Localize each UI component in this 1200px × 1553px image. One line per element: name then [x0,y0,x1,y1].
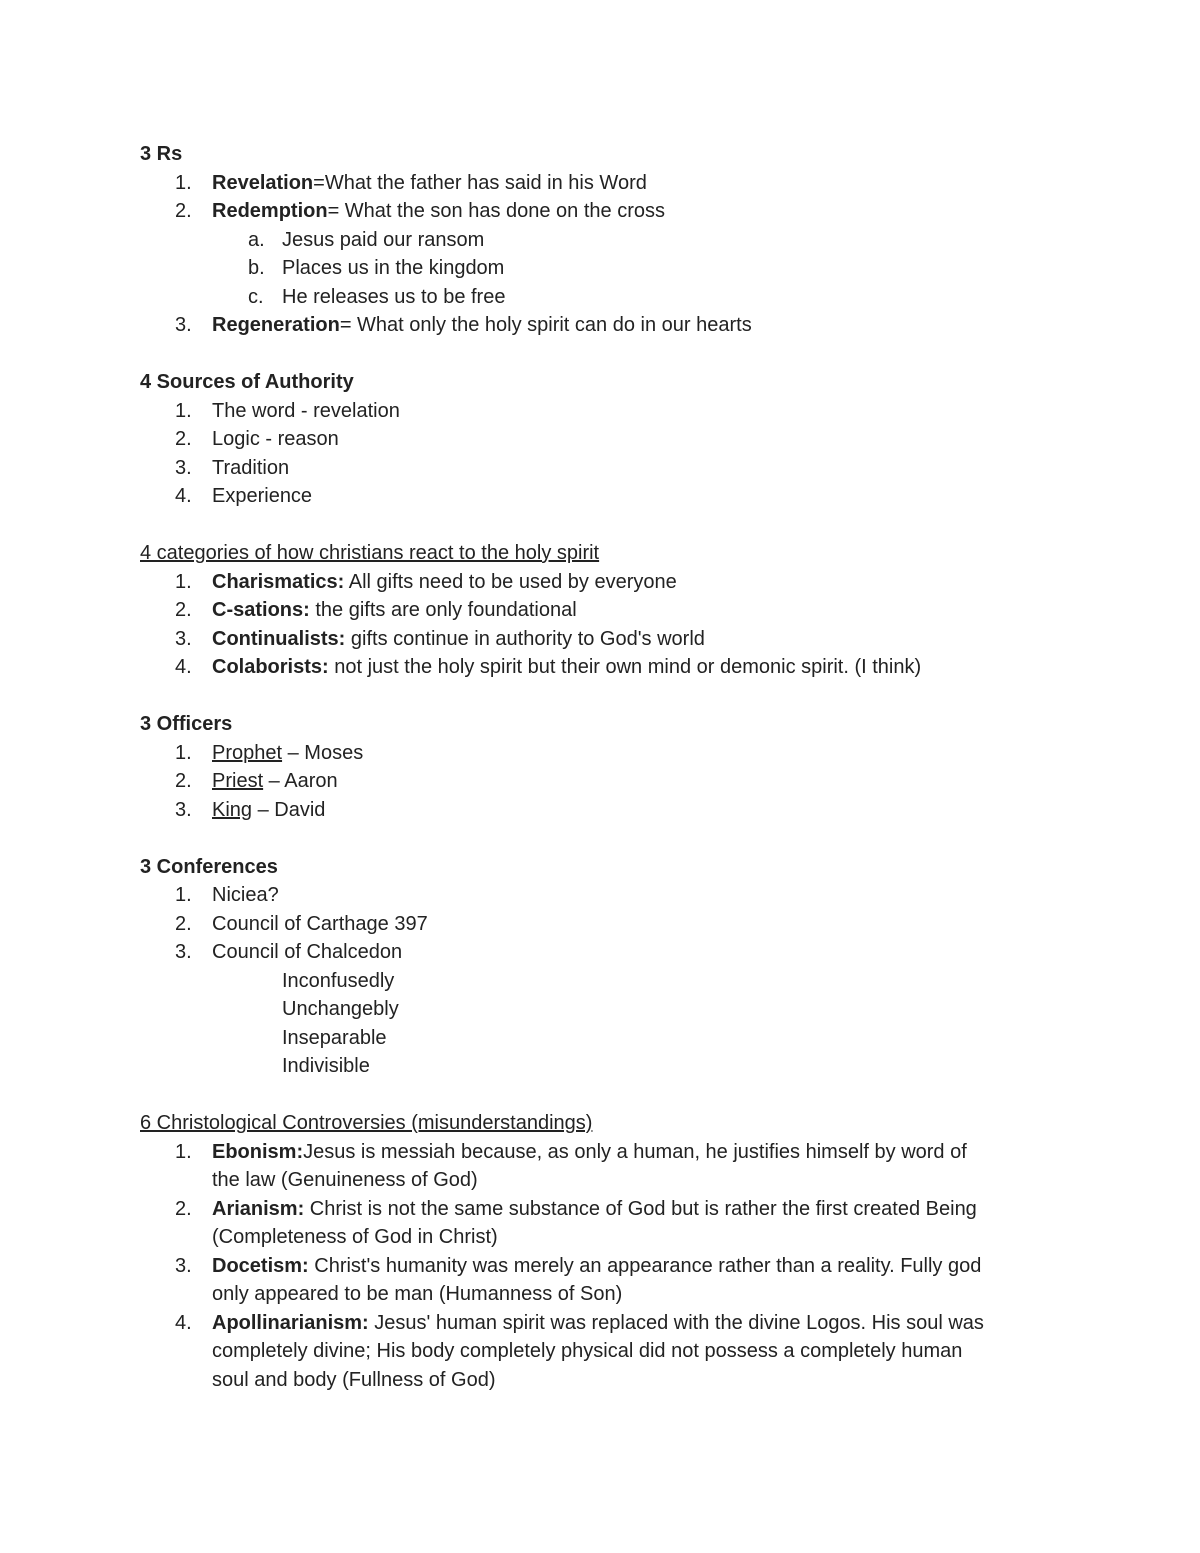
definition-continued: only appeared to be man (Humanness of Son) [212,1283,623,1305]
list-item [140,767,1060,796]
list-item [140,739,1060,768]
sub-list-letter: b. [248,257,265,279]
definition: Jesus is messiah because, as only a human, he justifies himself by word of [303,1140,967,1163]
list-text: The word - revelation [212,399,400,422]
definition: All gifts need to be used by everyone [344,570,677,593]
term: C-sations: [212,599,310,621]
sub-list-item [140,283,1060,312]
definition: – Moses [282,741,364,764]
section-heading-conferences: 3 Conferences [140,855,278,878]
sub-list-letter: a. [248,228,265,251]
definition-continued: (Completeness of God in Christ) [212,1226,498,1248]
list-number: 2. [175,599,192,621]
sub-list-item [140,1024,1060,1053]
list-item [140,1309,1060,1338]
term: Docetism: [212,1254,309,1277]
list-item [140,397,1060,426]
definition-continued: the law (Genuineness of God) [212,1169,478,1191]
term: Arianism: [212,1197,305,1220]
list-item [140,568,1060,597]
sub-list-item [140,254,1060,283]
list-item [140,454,1060,483]
definition: = What only the holy spirit can do in our hearts [339,314,752,336]
sub-list-item [140,1052,1060,1081]
list-item-continuation [140,1166,1060,1195]
list-number: 3. [175,941,192,963]
term: Apollinarianism: [212,1311,369,1334]
definition: the gifts are only foundational [309,599,577,621]
list-text: Logic - reason [212,428,339,450]
sub-list-text: Inconfusedly [282,969,395,992]
term: King [212,798,253,821]
list-item-continuation [140,1280,1060,1309]
list-text: Experience [212,485,313,507]
sub-list-text: Inseparable [282,1026,387,1049]
list-number: 3. [175,627,192,650]
list-item [140,653,1060,682]
list-number: 3. [175,456,192,479]
definition: Christ's humanity was merely an appearance rather than a reality. Fully god [308,1254,982,1277]
list-number: 3. [175,314,192,336]
term: Regeneration [212,314,340,336]
list-item [140,482,1060,511]
list-item [140,311,1060,340]
definition: Jesus' human spirit was replaced with the divine Logos. His soul was [368,1311,984,1334]
list-text: Niciea? [212,884,279,906]
list-item-continuation [140,1223,1060,1252]
list-item [140,910,1060,939]
term: Priest [212,770,264,792]
definition: =What the father has said in his Word [313,171,647,194]
list-item [140,596,1060,625]
sub-list-item [140,226,1060,255]
list-number: 2. [175,770,192,792]
list-number: 1. [175,570,192,593]
list-number: 1. [175,741,192,764]
term: Colaborists: [212,656,329,678]
list-number: 3. [175,1254,192,1277]
sub-list-text: Places us in the kingdom [282,257,505,279]
sub-list-text: He releases us to be free [282,285,506,308]
definition: Christ is not the same substance of God but is rather the first created Being [304,1197,977,1220]
sub-list-letter: c. [248,285,264,308]
definition: – Aaron [263,770,338,792]
list-text: Tradition [212,456,290,479]
sub-list-text: Indivisible [282,1055,370,1077]
list-number: 3. [175,798,192,821]
term: Continualists: [212,627,346,650]
section-heading-officers: 3 Officers [140,713,233,735]
definition: = What the son has done on the cross [327,200,665,222]
section-heading-categories: 4 categories of how christians react to the holy spirit [140,542,600,564]
list-number: 1. [175,399,192,422]
list-number: 4. [175,656,192,678]
list-item-continuation [140,1366,1060,1395]
list-item [140,796,1060,825]
list-number: 1. [175,884,192,906]
sub-list-text: Jesus paid our ransom [282,228,485,251]
list-item [140,625,1060,654]
definition: not just the holy spirit but their own mind or demonic spirit. (I think) [328,656,922,678]
term: Revelation [212,171,314,194]
list-item [140,197,1060,226]
list-item [140,1195,1060,1224]
list-text: Council of Chalcedon [212,941,403,963]
definition: – David [252,798,326,821]
list-item [140,881,1060,910]
definition-continued: completely divine; His body completely physical did not possess a completely human [212,1340,963,1362]
list-item [140,169,1060,198]
term: Prophet [212,741,283,764]
definition-continued: soul and body (Fullness of God) [212,1368,496,1391]
list-item-continuation [140,1337,1060,1366]
list-item [140,938,1060,967]
sub-list-text: Unchangebly [282,998,399,1020]
section-heading-3-rs: 3 Rs [140,143,183,165]
list-number: 4. [175,485,192,507]
definition: gifts continue in authority to God's world [345,627,705,650]
section-heading-authority: 4 Sources of Authority [140,371,354,393]
sub-list-item [140,995,1060,1024]
list-item [140,1252,1060,1281]
list-number: 1. [175,1140,192,1163]
document-page [140,140,1060,1394]
term: Ebonism: [212,1140,304,1163]
list-item [140,1138,1060,1167]
section-heading-controversies: 6 Christological Controversies (misunderstandings) [140,1112,593,1134]
term: Charismatics: [212,570,345,593]
list-number: 4. [175,1311,192,1334]
term: Redemption [212,200,328,222]
list-number: 2. [175,1197,192,1220]
list-number: 1. [175,171,192,194]
sub-list-item [140,967,1060,996]
list-number: 2. [175,200,192,222]
list-item [140,425,1060,454]
list-number: 2. [175,428,192,450]
list-text: Council of Carthage 397 [212,912,428,935]
list-number: 2. [175,912,192,935]
